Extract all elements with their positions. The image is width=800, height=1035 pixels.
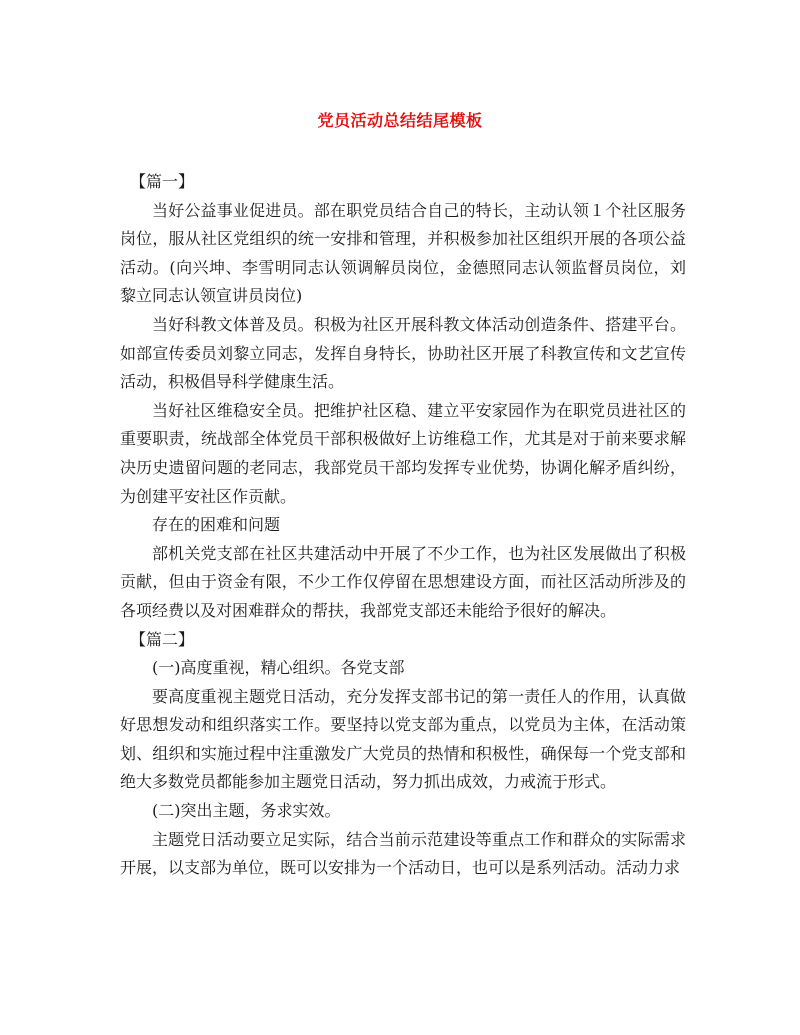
document-body	[120, 168, 686, 883]
paragraph: 当好公益事业促进员。部在职党员结合自己的特长，主动认领１个社区服务岗位，服从社区党组织的统一安排和管理，并积极参加社区组织开展的各项公益活动。(向兴坤、李雪明同志认领调解员岗位，金德照同志认领监督员岗位，刘黎立同志认领宣讲员岗位)	[120, 200, 686, 306]
paragraph: 要高度重视主题党日活动，充分发挥支部书记的第一责任人的作用，认真做好思想发动和组织落实工作。要坚持以党支部为重点，以党员为主体，在活动策划、组织和实施过程中注重激发广大党员的热情和积极性，确保每一个党支部和绝大多数党员都能参加主题党日活动，努力抓出成效，力戒流于形式。	[120, 686, 686, 792]
subheading-item-1: (一)高度重视，精心组织。各党支部	[152, 658, 405, 678]
paragraph: 当好社区维稳安全员。把维护社区稳、建立平安家园作为在职党员进社区的重要职责，统战部全体党员干部积极做好上访维稳工作，尤其是对于前来要求解决历史遗留问题的老同志，我部党员干部均发挥专业优势，协调化解矛盾纠纷，为创建平安社区作贡献。	[120, 400, 686, 506]
document-title: 党员活动总结结尾模板	[317, 111, 483, 130]
paragraph: 部机关党支部在社区共建活动中开展了不少工作，也为社区发展做出了积极贡献，但由于资金有限，不少工作仅停留在思想建设方面，而社区活动所涉及的各项经费以及对困难群众的帮扶，我部党支部还未能给予很好的解决。	[120, 543, 686, 620]
paragraph: 当好科教文体普及员。积极为社区开展科教文体活动创造条件、搭建平台。如部宣传委员刘黎立同志，发挥自身特长，协助社区开展了科教宣传和文艺宣传活动，积极倡导科学健康生活。	[120, 314, 686, 392]
section-heading-1: 【篇一】	[130, 172, 195, 191]
section-heading-2: 【篇二】	[130, 629, 195, 649]
paragraph: 主题党日活动要立足实际，结合当前示范建设等重点工作和群众的实际需求开展，以支部为单位，既可以安排为一个活动日，也可以是系列活动。活动力求	[120, 829, 686, 878]
subheading-difficulties: 存在的困难和问题	[152, 515, 281, 535]
subheading-item-2: (二)突出主题，务求实效。	[152, 801, 341, 821]
